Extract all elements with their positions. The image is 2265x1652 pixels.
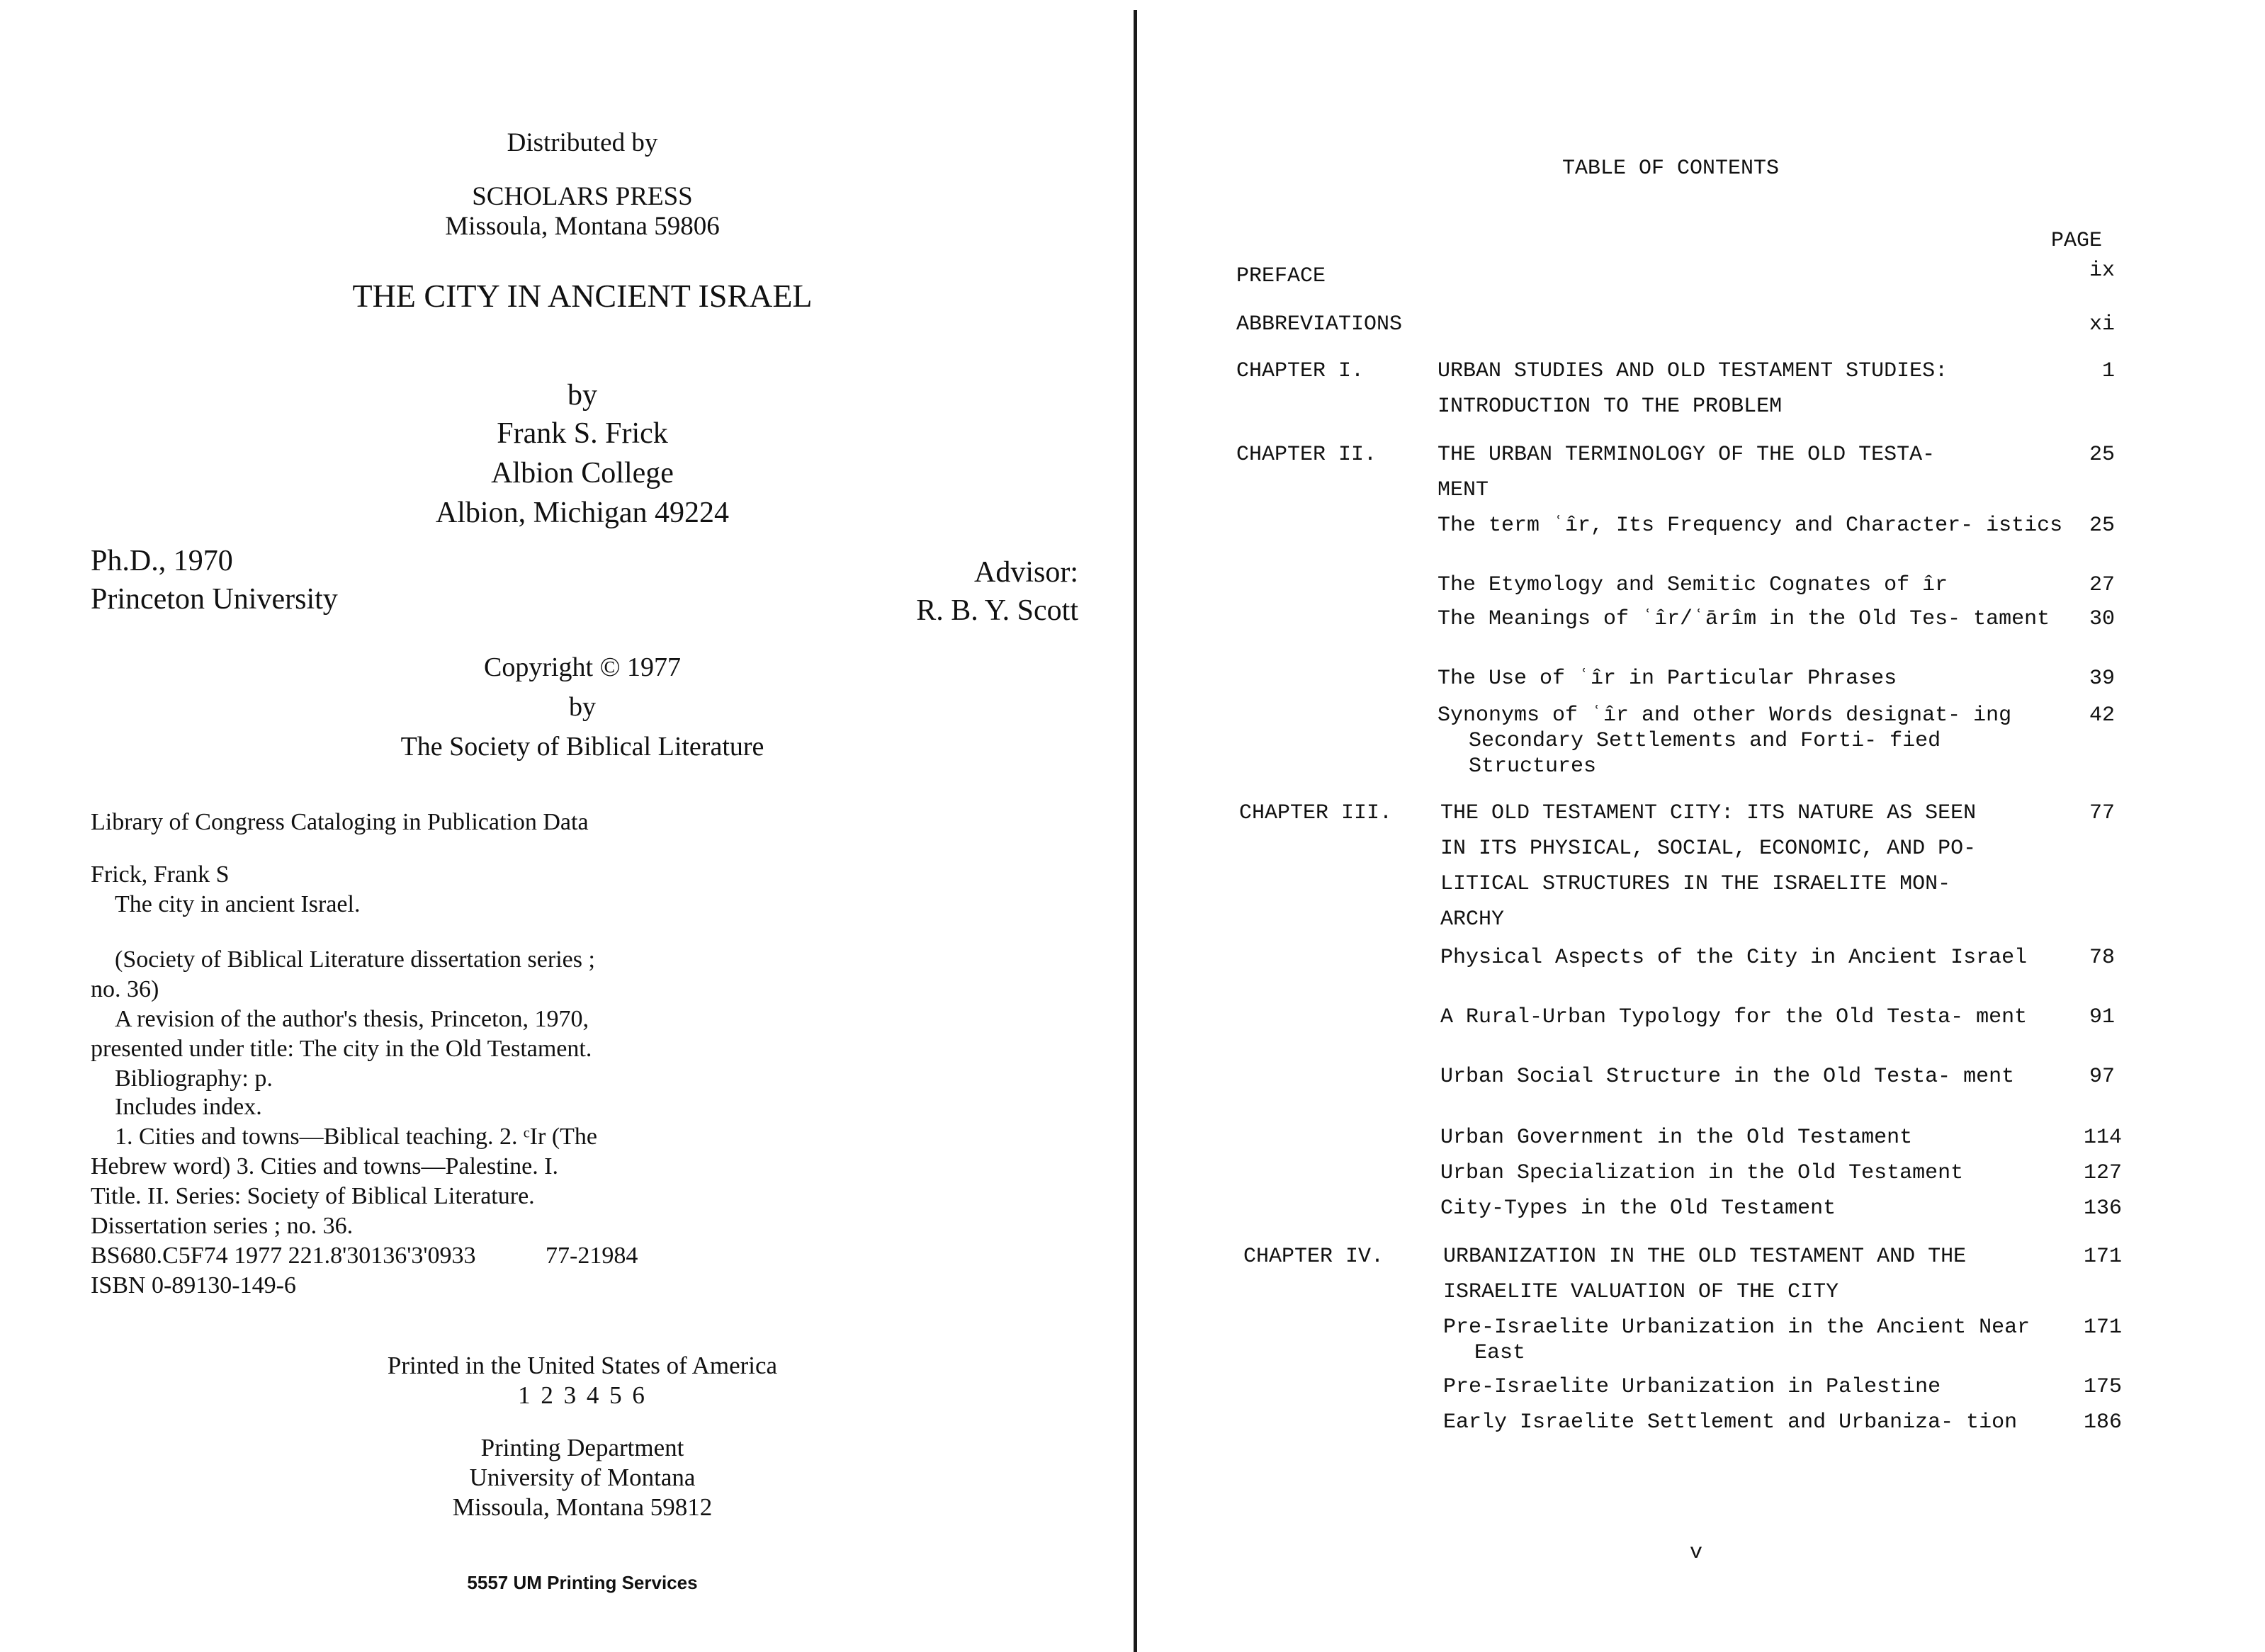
toc-section-page: 175 <box>2083 1375 2122 1399</box>
copyright-by: by <box>569 692 596 722</box>
printing-address: Missoula, Montana 59812 <box>452 1493 713 1521</box>
toc-section: Pre-Israelite Urbanization in the Ancient Near East <box>1443 1316 2030 1365</box>
toc-chapter-title-line: INTRODUCTION TO THE PROBLEM <box>1437 395 1783 419</box>
advisor-label: Advisor: <box>974 556 1078 589</box>
distributed-by: Distributed by <box>507 128 658 157</box>
toc-section-page: 136 <box>2083 1196 2122 1221</box>
toc-chapter-title-line: URBANIZATION IN THE OLD TESTAMENT AND THE <box>1443 1245 1967 1269</box>
toc-chapter-page: 171 <box>2083 1245 2122 1269</box>
toc-chapter-title-line: ARCHY <box>1440 907 1505 932</box>
copyright-line: Copyright © 1977 <box>484 652 681 682</box>
toc-chapter-page: 25 <box>2089 443 2115 467</box>
toc-chapter-number: CHAPTER IV. <box>1243 1245 1384 1269</box>
toc-section: Urban Social Structure in the Old Testa- ment <box>1440 1065 2015 1089</box>
print-line: 1 2 3 4 5 6 <box>518 1381 647 1409</box>
printer-code: 5557 UM Printing Services <box>467 1572 698 1593</box>
toc-chapter-title-line: URBAN STUDIES AND OLD TESTAMENT STUDIES: <box>1437 359 1948 383</box>
author-by: by <box>567 379 597 412</box>
toc-chapter-number: CHAPTER I. <box>1236 359 1365 383</box>
toc-section-page: 91 <box>2089 1005 2115 1029</box>
cip-subjects-line-3: Title. II. Series: Society of Biblical Literature. <box>91 1183 535 1209</box>
toc-section-page: 114 <box>2083 1126 2122 1150</box>
printed-in: Printed in the United States of America <box>387 1352 778 1379</box>
toc-section-page: 27 <box>2089 573 2115 597</box>
cip-subjects-line-4: Dissertation series ; no. 36. <box>91 1213 354 1239</box>
publisher-address: Missoula, Montana 59806 <box>445 212 720 241</box>
toc-section-page: 171 <box>2083 1316 2122 1340</box>
toc-section: The Meanings of ʿîr/ʿārîm in the Old Tes- tament <box>1437 607 2050 631</box>
printing-department: Printing Department <box>480 1434 684 1461</box>
cip-title: The city in ancient Israel. <box>115 891 361 917</box>
toc-section-page: 186 <box>2083 1410 2122 1435</box>
toc-section: Urban Specialization in the Old Testament <box>1440 1161 1964 1185</box>
toc-preface-label: PREFACE <box>1236 264 1326 288</box>
toc-section-page: 42 <box>2089 703 2115 728</box>
toc-section: The term ʿîr, Its Frequency and Character- istics <box>1437 514 2063 538</box>
toc-chapter-title-line: MENT <box>1437 478 1489 502</box>
toc-section-page: 97 <box>2089 1065 2115 1089</box>
toc-section: Urban Government in the Old Testament <box>1440 1126 1913 1150</box>
toc-chapter-title-line: THE URBAN TERMINOLOGY OF THE OLD TESTA- <box>1437 443 1936 467</box>
degree-university: Princeton University <box>91 583 338 616</box>
printing-university: University of Montana <box>469 1464 696 1491</box>
toc-section: Pre-Israelite Urbanization in Palestine <box>1443 1375 1941 1399</box>
cip-call-number: BS680.C5F74 1977 221.8'30136'3'0933 <box>91 1243 476 1269</box>
toc-chapter-page: 1 <box>2101 359 2115 383</box>
toc-abbreviations-label: ABBREVIATIONS <box>1236 312 1403 336</box>
cip-bibliography: Bibliography: p. <box>115 1065 273 1092</box>
cip-subjects-line-1: 1. Cities and towns—Biblical teaching. 2. ᶜIr (The <box>115 1124 597 1150</box>
toc-chapter-number: CHAPTER II. <box>1236 443 1377 467</box>
toc-chapter-number: CHAPTER III. <box>1239 801 1393 825</box>
cip-isbn: ISBN 0-89130-149-6 <box>91 1272 296 1299</box>
author-institution: Albion College <box>491 457 674 490</box>
cip-subjects-line-2: Hebrew word) 3. Cities and towns—Palestine. I. <box>91 1153 559 1179</box>
cip-author: Frick, Frank S <box>91 861 230 888</box>
cip-series-line-1: (Society of Biblical Literature dissertation series ; <box>115 946 595 973</box>
toc-abbreviations-page: xi <box>2089 312 2115 336</box>
toc-section-page: 127 <box>2083 1161 2122 1185</box>
cip-heading: Library of Congress Cataloging in Publication Data <box>91 809 589 835</box>
toc-chapter-title-line: ISRAELITE VALUATION OF THE CITY <box>1443 1280 1839 1304</box>
toc-section-page: 30 <box>2089 607 2115 631</box>
author-name: Frank S. Frick <box>497 417 668 450</box>
toc-section: Physical Aspects of the City in Ancient Israel <box>1440 946 2028 970</box>
toc-chapter-title-line: THE OLD TESTAMENT CITY: ITS NATURE AS SEEN <box>1440 801 1977 825</box>
degree-line: Ph.D., 1970 <box>91 545 233 577</box>
cip-index: Includes index. <box>115 1094 262 1120</box>
toc-section: The Use of ʿîr in Particular Phrases <box>1437 667 1897 691</box>
toc-section: A Rural-Urban Typology for the Old Testa- ment <box>1440 1005 2028 1029</box>
author-address: Albion, Michigan 49224 <box>435 497 730 529</box>
cip-lccn: 77-21984 <box>546 1243 638 1269</box>
toc-page-column-label: PAGE <box>2051 229 2103 253</box>
toc-chapter-page: 77 <box>2089 801 2115 825</box>
toc-preface-page: ix <box>2089 259 2115 283</box>
advisor-name: R. B. Y. Scott <box>916 594 1078 627</box>
toc-chapter-title-line: IN ITS PHYSICAL, SOCIAL, ECONOMIC, AND PO- <box>1440 837 1977 861</box>
toc-section-page: 25 <box>2089 514 2115 538</box>
right-page <box>1137 0 2265 1652</box>
copyright-holder: The Society of Biblical Literature <box>400 732 764 762</box>
toc-section-page: 78 <box>2089 946 2115 970</box>
toc-section: Synonyms of ʿîr and other Words designat- ing Secondary Settlements and Forti- fied Structures <box>1437 703 2012 779</box>
toc-section: Early Israelite Settlement and Urbaniza- tion <box>1443 1410 2018 1435</box>
page-folio: v <box>1690 1541 1703 1565</box>
toc-chapter-title-line: LITICAL STRUCTURES IN THE ISRAELITE MON- <box>1440 872 1951 896</box>
toc-heading: TABLE OF CONTENTS <box>1562 157 1780 181</box>
book-title: THE CITY IN ANCIENT ISRAEL <box>352 278 813 314</box>
cip-revision-line-1: A revision of the author's thesis, Princeton, 1970, <box>115 1006 589 1032</box>
cip-revision-line-2: presented under title: The city in the Old Testament. <box>91 1036 592 1062</box>
toc-section: City-Types in the Old Testament <box>1440 1196 1836 1221</box>
toc-section: The Etymology and Semitic Cognates of îr <box>1437 573 1948 597</box>
publisher-name: SCHOLARS PRESS <box>472 182 693 211</box>
cip-series-line-2: no. 36) <box>91 976 159 1002</box>
toc-section-page: 39 <box>2089 667 2115 691</box>
